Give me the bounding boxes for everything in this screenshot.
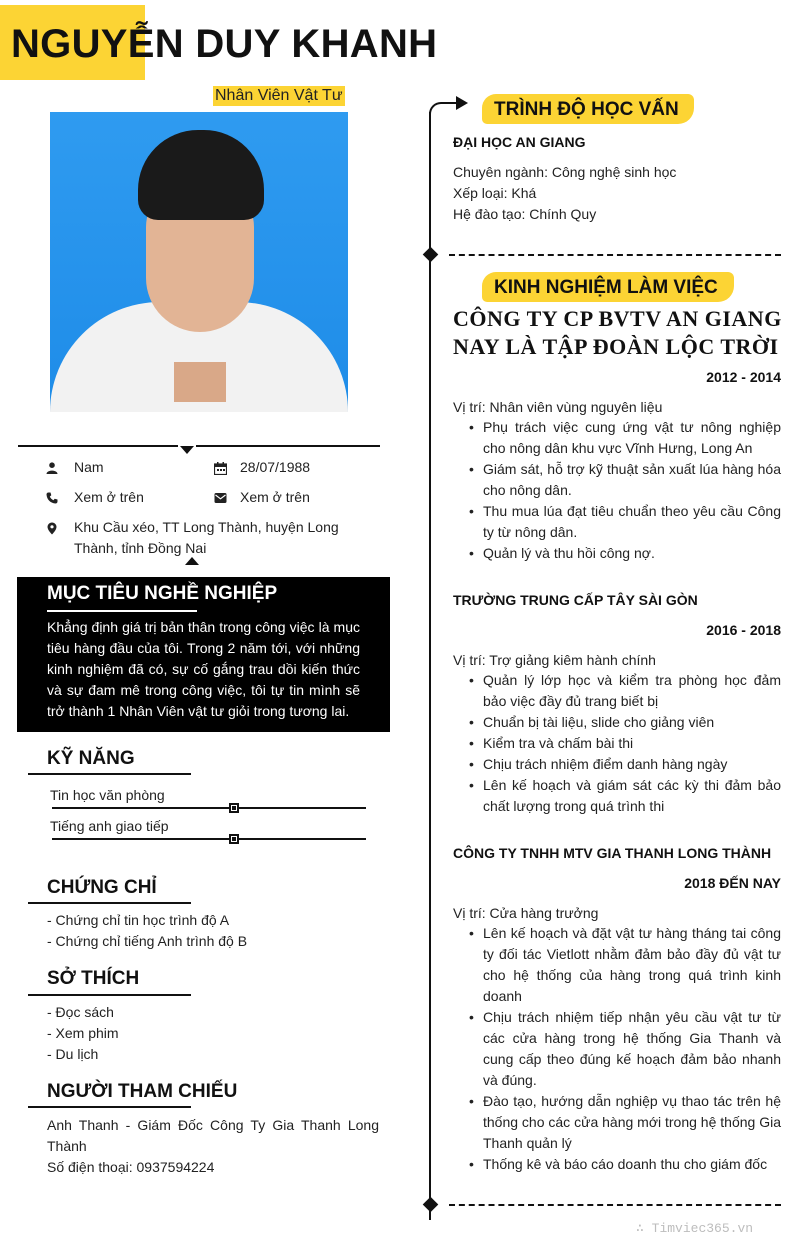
skill-level-knob <box>229 834 239 844</box>
job-duty-item: • Lên kế hoạch và đặt vật tư hàng tháng tai công ty đối tác Vietlott nhằm đảm bảo đầy đủ vật tư cho hệ thống của hàng trong quá trình kinh doanh <box>465 923 781 1007</box>
job-duty-item: • Kiểm tra và chấm bài thi <box>465 733 781 754</box>
divider-arrow-up-icon <box>185 557 199 565</box>
skill-level-track <box>52 807 366 809</box>
certificate-item: - Chứng chỉ tiếng Anh trình độ B <box>47 933 248 949</box>
timeline-diamond-icon <box>423 1197 439 1213</box>
skills-underline <box>28 773 191 775</box>
hobby-item: - Đọc sách <box>47 1004 114 1020</box>
references-title: NGƯỜI THAM CHIẾU <box>47 1081 238 1102</box>
skill-name: Tiếng anh giao tiếp <box>50 818 169 834</box>
profile-photo <box>50 112 348 412</box>
hobbies-underline <box>28 994 191 996</box>
job-duty-item: • Thống kê và báo cáo doanh thu cho giám đốc <box>465 1154 781 1175</box>
email-value: Xem ở trên <box>240 489 310 505</box>
reference-person: Anh Thanh - Giám Đốc Công Ty Gia Thanh Long Thành <box>47 1117 379 1154</box>
job-duty-item: • Quản lý lớp học và kiểm tra phòng học đảm bảo việc đầy đủ trang biết bị <box>465 670 781 712</box>
skill-name: Tin học văn phòng <box>50 787 165 803</box>
education-mode: Hệ đào tạo: Chính Quy <box>453 206 597 222</box>
job-period: 2016 - 2018 <box>706 622 781 638</box>
watermark: ∴ Timviec365.vn <box>636 1221 754 1236</box>
job-period: 2018 ĐẾN NAY <box>684 875 781 891</box>
certificate-item: - Chứng chỉ tin học trình độ A <box>47 912 230 928</box>
contact-divider-top-right <box>196 445 380 447</box>
job-duty-item: • Giám sát, hỗ trợ kỹ thuật sản xuất lúa hàng hóa cho nông dân. <box>465 459 781 501</box>
job-duty-item: • Chịu trách nhiệm tiếp nhận yêu cầu vật tư từ các cửa hàng trong hệ thống Gia Thanh và cung cấp theo đúng kế hoạch đảm bảo nhanh và đúng. <box>465 1007 781 1091</box>
timeline-arrow-icon <box>456 96 468 110</box>
job-position: Vị trí: Nhân viên vùng nguyên liệu <box>453 399 663 415</box>
hobbies-title: SỞ THÍCH <box>47 968 140 989</box>
job-title: Nhân Viên Vật Tư <box>215 87 343 104</box>
timeline-line <box>429 112 431 1220</box>
job-duty-item: • Phụ trách việc cung ứng vật tư nông nghiệp cho nông dân khu vực Vĩnh Hưng, Long An <box>465 417 781 459</box>
school-name: ĐẠI HỌC AN GIANG <box>453 134 586 150</box>
job-duties-list <box>465 923 781 1175</box>
job-duties-list <box>465 417 781 564</box>
timeline-diamond-icon <box>423 247 439 263</box>
hobby-item: - Du lịch <box>47 1046 99 1062</box>
job-position: Vị trí: Trợ giảng kiêm hành chính <box>453 652 656 668</box>
phone-value: Xem ở trên <box>74 489 144 505</box>
contact-divider-top-left <box>18 445 178 447</box>
address-value: Khu Cầu xéo, TT Long Thành, huyện Long Thành, tỉnh Đồng Nai <box>74 519 339 556</box>
skills-title: KỸ NĂNG <box>47 748 135 769</box>
timeline-hook <box>429 102 459 120</box>
job-period: 2012 - 2014 <box>706 369 781 385</box>
section-dash-divider <box>449 254 781 256</box>
job-duty-item: • Đào tạo, hướng dẫn nghiệp vụ thao tác trên hệ thống cho các cửa hàng mới trong hệ thống Gia Thanh quản lý <box>465 1091 781 1154</box>
certificates-underline <box>28 902 191 904</box>
company-name: CÔNG TY TNHH MTV GIA THANH LONG THÀNH <box>453 845 772 861</box>
education-grade: Xếp loại: Khá <box>453 185 537 201</box>
map-pin-icon <box>45 521 59 535</box>
user-icon <box>45 461 59 475</box>
section-dash-divider <box>449 1204 781 1206</box>
company-name: TRƯỜNG TRUNG CẤP TÂY SÀI GÒN <box>453 592 698 608</box>
job-duty-item: • Thu mua lúa đạt tiêu chuẩn theo yêu cầu Công ty từ nông dân. <box>465 501 781 543</box>
job-duty-item: • Chuẩn bị tài liệu, slide cho giảng viên <box>465 712 781 733</box>
skill-level-track <box>52 838 366 840</box>
career-objective-title: MỤC TIÊU NGHỀ NGHIỆP <box>47 583 278 604</box>
references-underline <box>28 1106 191 1108</box>
experience-title: KINH NGHIỆM LÀM VIỆC <box>494 277 718 298</box>
skill-level-knob <box>229 803 239 813</box>
birthday-value: 28/07/1988 <box>240 459 311 475</box>
education-major: Chuyên ngành: Công nghệ sinh học <box>453 164 677 180</box>
job-duty-item: • Quản lý và thu hồi công nợ. <box>465 543 781 564</box>
career-objective-text: Khẳng định giá trị bản thân trong công việc là mục tiêu hàng đầu của tôi. Trong 2 năm tới, với những kinh nghiệm đã có, sự cố gắng trau dồi kiến thức và sự đam mê trong công việc, tôi tự tin mình sẽ trở thành 1 Nhân Viên vật tư giỏi trong tương lai. <box>47 619 360 719</box>
job-duty-item: • Chịu trách nhiệm điểm danh hàng ngày <box>465 754 781 775</box>
gender-value: Nam <box>74 459 104 475</box>
job-duties-list <box>465 670 781 817</box>
calendar-icon <box>213 461 227 475</box>
candidate-name: NGUYỄN DUY KHANH <box>11 22 438 66</box>
career-objective-underline <box>47 610 197 612</box>
career-objective-section <box>17 577 390 732</box>
watermark-text: Timviec365.vn <box>651 1221 754 1236</box>
company-name: CÔNG TY CP BVTV AN GIANG NAY LÀ TẬP ĐOÀN LỘC TRỜI <box>453 306 782 359</box>
job-duty-item: • Lên kế hoạch và giám sát các kỳ thi đảm bảo chất lượng trong quá trình thi <box>465 775 781 817</box>
envelope-icon <box>213 491 227 505</box>
education-title: TRÌNH ĐỘ HỌC VẤN <box>494 99 679 120</box>
reference-phone: Số điện thoại: 0937594224 <box>47 1159 215 1175</box>
hobby-item: - Xem phim <box>47 1025 119 1041</box>
divider-arrow-down-icon <box>180 446 194 454</box>
job-position: Vị trí: Cửa hàng trưởng <box>453 905 599 921</box>
phone-icon <box>45 491 59 505</box>
certificates-title: CHỨNG CHỈ <box>47 877 157 898</box>
